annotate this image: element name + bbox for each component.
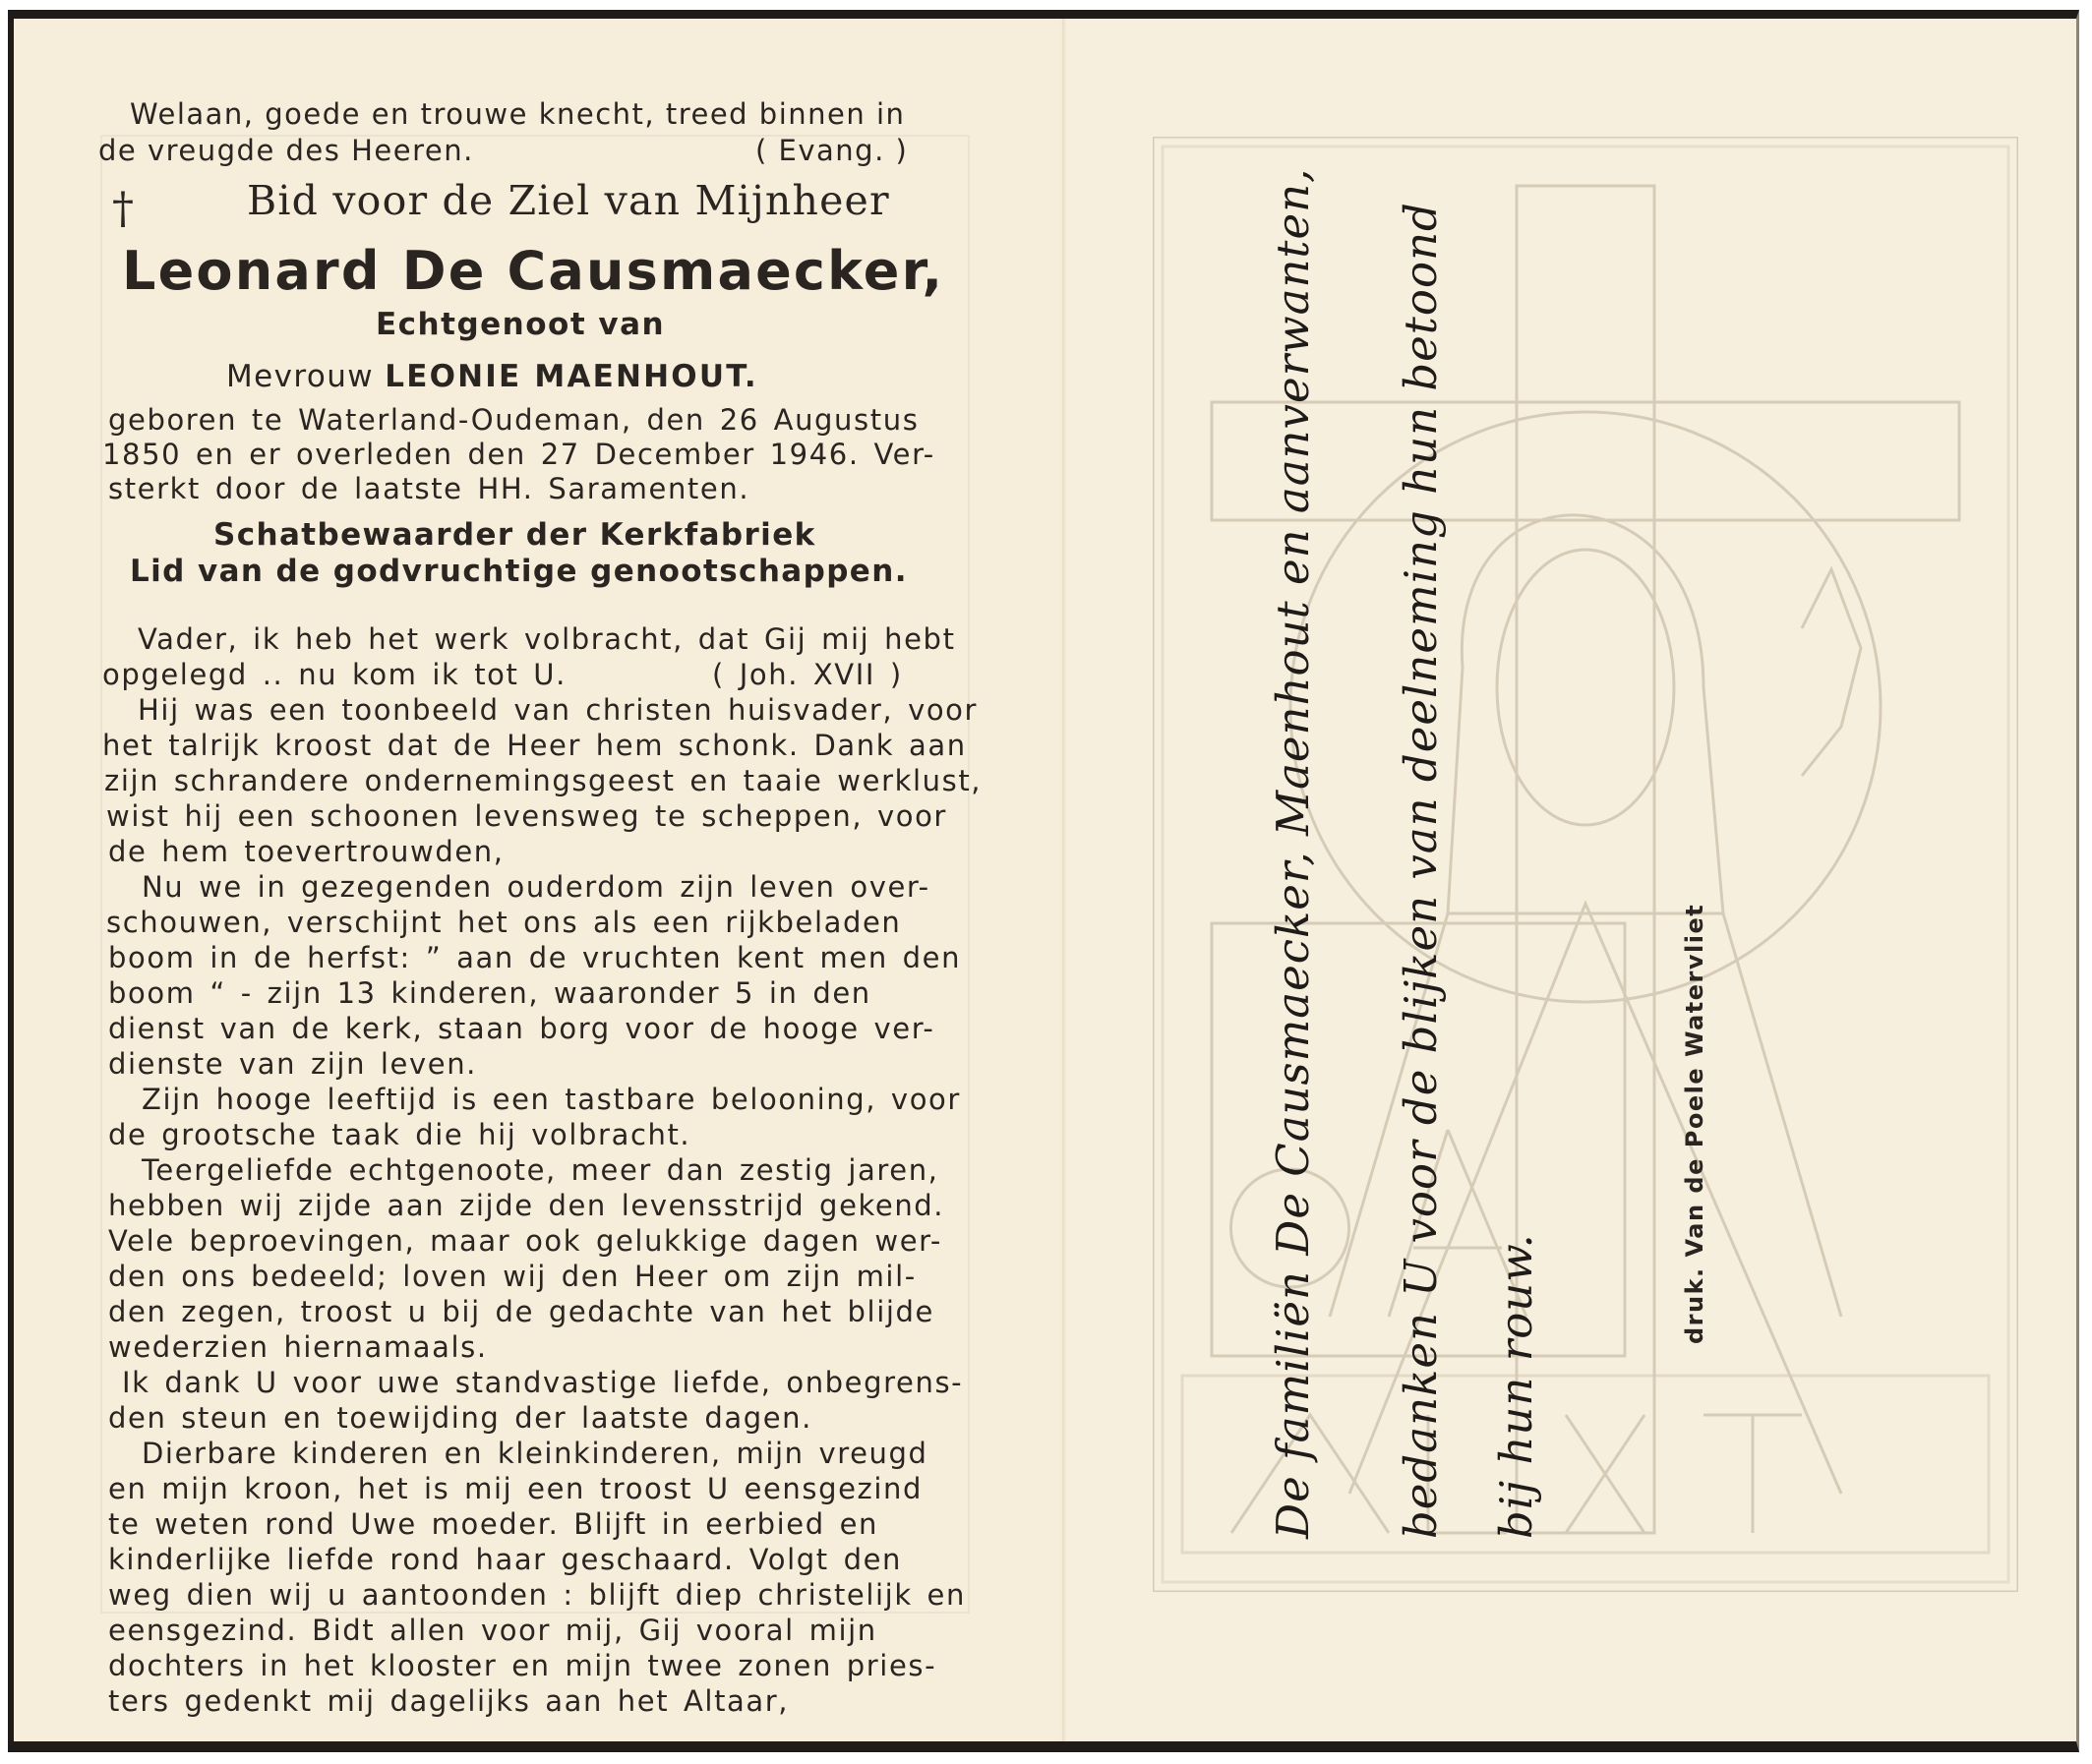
body-line: Zijn hooge leeftijd is een tastbare belooning, voor: [142, 1083, 961, 1116]
spouse-prefix: Mevrouw: [226, 359, 374, 394]
quote-source: ( Joh. XVII ): [712, 658, 903, 691]
quote-line-1: Vader, ik heb het werk volbracht, dat Gij mij hebt: [138, 622, 956, 656]
body-line: Vele beproevingen, maar ook gelukkige dagen wer-: [108, 1224, 942, 1258]
body-line: ters gedenkt mij dagelijks aan het Altaar,: [108, 1684, 790, 1718]
body-line: schouwen, verschijnt het ons als een rijkbeladen: [106, 906, 902, 939]
body-line: en mijn kroon, het is mij een troost U eensgezind: [108, 1472, 924, 1505]
body-line: den ons bedeeld; loven wij den Heer om zijn mil-: [108, 1260, 917, 1293]
printer-credit: druk. Van de Poele Watervliet: [1681, 903, 1708, 1344]
body-line: dienste van zijn leven.: [108, 1047, 477, 1081]
body-line: weg dien wij u aantoonden : blijft diep christelijk en: [108, 1578, 966, 1612]
body-line: dochters in het klooster en mijn twee zonen pries-: [108, 1649, 937, 1682]
body-line: hebben wij zijde aan zijde den levensstrijd gekend.: [108, 1189, 945, 1222]
birth-line: geboren te Waterland-Oudeman, den 26 Augustus: [108, 403, 920, 437]
role-line-2: Lid van de godvruchtige genootschappen.: [130, 554, 908, 589]
thanks-line-3: bij hun rouw.: [1490, 1233, 1542, 1539]
body-line: te weten rond Uwe moeder. Blijft in eerbied en: [108, 1507, 878, 1541]
body-line: dienst van de kerk, staan borg voor de hooge ver-: [108, 1012, 935, 1045]
cross-icon: †: [112, 184, 134, 234]
deceased-name: Leonard De Causmaecker,: [122, 240, 945, 302]
verse-source: ( Evang. ): [755, 134, 909, 167]
quote-line-2: opgelegd .. nu kom ik tot U.: [102, 658, 567, 691]
body-line: Nu we in gezegenden ouderdom zijn leven over-: [142, 870, 930, 904]
body-line: eensgezind. Bidt allen voor mij, Gij vooral mijn: [108, 1614, 877, 1647]
spouse-intro: Echtgenoot van: [376, 307, 666, 342]
verse-line-1: Welaan, goede en trouwe knecht, treed binnen in: [130, 97, 906, 131]
birth-line: 1850 en er overleden den 27 December 1946. Ver-: [102, 438, 935, 471]
spouse-name: LEONIE MAENHOUT.: [385, 359, 758, 394]
thanks-line-2: bedanken U voor de blijken van deelneming hun betoond: [1395, 202, 1447, 1539]
body-line: zijn schrandere ondernemingsgeest en taaie werklust,: [104, 764, 983, 797]
role-line-1: Schatbewaarder der Kerkfabriek: [213, 517, 816, 553]
body-line: boom “ - zijn 13 kinderen, waaronder 5 in den: [108, 976, 871, 1010]
body-line: Ik dank U voor uwe standvastige liefde, onbegrens-: [122, 1366, 964, 1399]
body-line: Dierbare kinderen en kleinkinderen, mijn vreugd: [142, 1437, 928, 1470]
body-line: kinderlijke liefde rond haar geschaard. Volgt den: [108, 1543, 903, 1576]
prayer-heading: Bid voor de Ziel van Mijnheer: [247, 177, 890, 224]
body-line: Hij was een toonbeeld van christen huisvader, voor: [138, 693, 979, 727]
spouse-line: [226, 359, 758, 394]
body-line: het talrijk kroost dat de Heer hem schonk. Dank aan: [102, 729, 967, 762]
body-line: wederzien hiernamaals.: [108, 1330, 488, 1364]
body-line: den steun en toewijding der laatste dagen.: [108, 1401, 812, 1435]
body-line: de hem toevertrouwden,: [108, 835, 505, 868]
body-line: wist hij een schoonen levensweg te scheppen, voor: [106, 799, 947, 833]
body-line: de grootsche taak die hij volbracht.: [108, 1118, 691, 1151]
thanks-line-1: De familiën De Causmaecker, Maenhout en aanverwanten,: [1267, 167, 1319, 1539]
body-line: boom in de herfst: ” aan de vruchten kent men den: [108, 941, 962, 974]
memorial-card: [8, 10, 2079, 1752]
body-line: Teergeliefde echtgenoote, meer dan zestig jaren,: [142, 1153, 939, 1187]
verse-line-2: de vreugde des Heeren.: [98, 134, 474, 167]
left-panel: [14, 19, 1060, 1741]
body-line: den zegen, troost u bij de gedachte van het blijde: [108, 1295, 934, 1328]
birth-line: sterkt door de laatste HH. Saramenten.: [108, 472, 750, 505]
